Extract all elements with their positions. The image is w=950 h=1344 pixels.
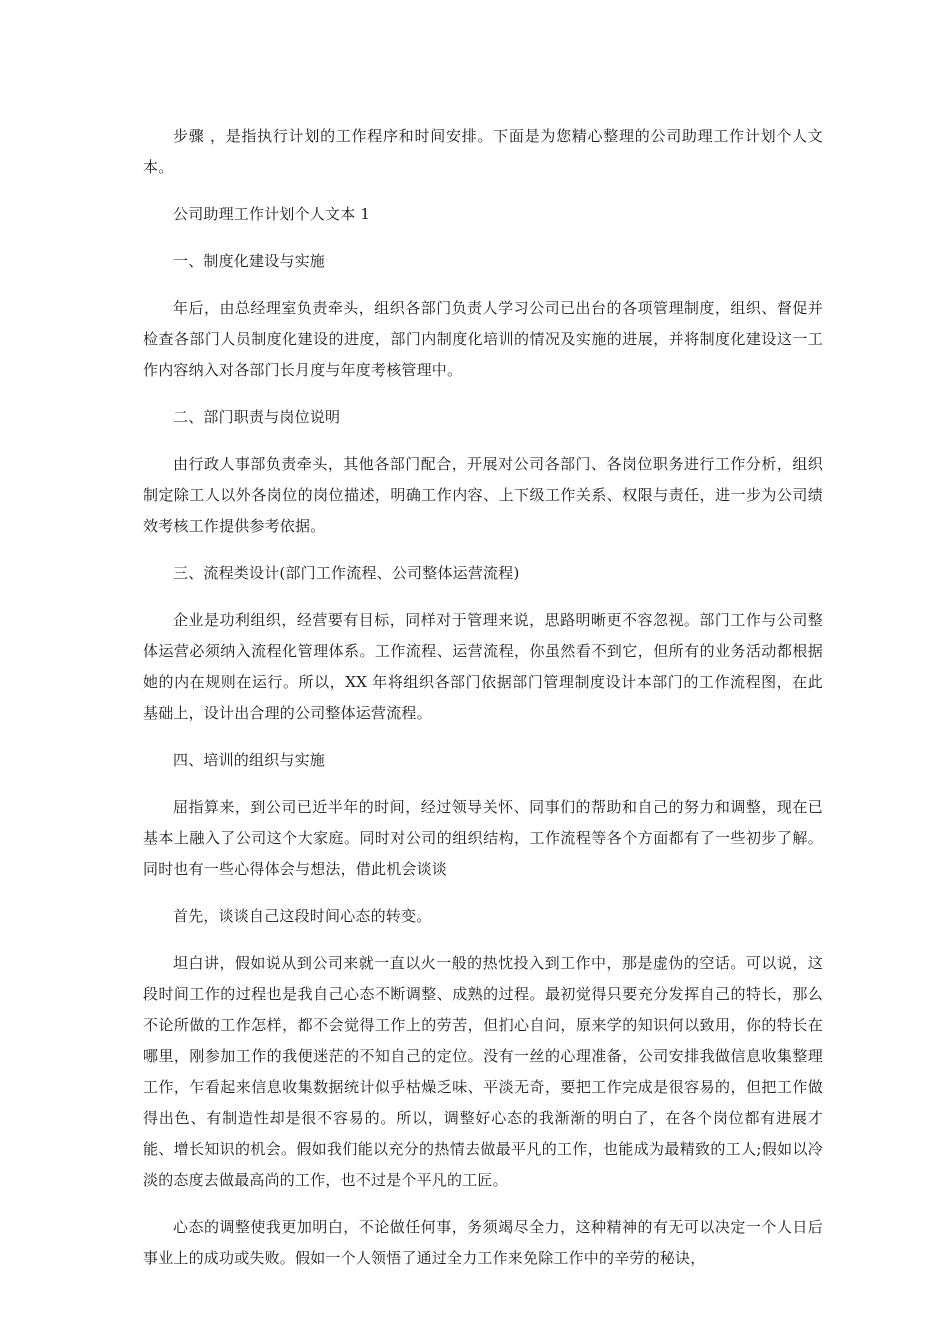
intro-paragraph: 步骤 ，是指执行计划的工作程序和时间安排。下面是为您精心整理的公司助理工作计划个人文本。 bbox=[143, 127, 823, 176]
section-body: 由行政人事部负责牵头，其他各部门配合，开展对公司各部门、各岗位职务进行工作分析，组织制定除工人以外各岗位的岗位描述，明确工作内容、上下级工作关系、权限与责任，进一步为公司绩效考核工作提供参考依据。 bbox=[143, 455, 823, 535]
body-paragraph: 首先，谈谈自己这段时间心态的转变。 bbox=[173, 907, 432, 925]
section-heading: 三、流程类设计(部门工作流程、公司整体运营流程) bbox=[173, 564, 520, 582]
section-heading: 四、培训的组织与实施 bbox=[173, 751, 326, 769]
section-body: 企业是功利组织，经营要有目标，同样对于管理来说，思路明晰更不容忽视。部门工作与公司整体运营必须纳入流程化管理体系。工作流程、运营流程，你虽然看不到它，但所有的业务活动都根据她的内在规则在运行。所以，XX 年将组织各部门依据部门管理制度设计本部门的工作流程图，在此基础上，设计出合理的公司整体运营流程。 bbox=[143, 611, 823, 722]
document-title: 公司助理工作计划个人文本 1 bbox=[173, 205, 371, 223]
body-paragraph: 心态的调整使我更加明白，不论做任何事，务须竭尽全力，这种精神的有无可以决定一个人日后事业上的成功或失败。假如一个人领悟了通过全力工作来免除工作中的辛劳的秘诀， bbox=[143, 1218, 823, 1267]
section-body: 屈指算来，到公司已近半年的时间，经过领导关怀、同事们的帮助和自己的努力和调整，现在已基本上融入了公司这个大家庭。同时对公司的组织结构，工作流程等各个方面都有了一些初步了解。同时也有一些心得体会与想法，借此机会谈谈 bbox=[143, 798, 823, 878]
section-body: 年后，由总经理室负责牵头，组织各部门负责人学习公司已出台的各项管理制度，组织、督促并检查各部门人员制度化建设的进度，部门内制度化培训的情况及实施的进展，并将制度化建设这一工作内容纳入对各部门长月度与年度考核管理中。 bbox=[143, 299, 823, 379]
section-heading: 二、部门职责与岗位说明 bbox=[173, 408, 341, 426]
body-paragraph: 坦白讲，假如说从到公司来就一直以火一般的热忱投入到工作中，那是虚伪的空话。可以说，这段时间工作的过程也是我自己心态不断调整、成熟的过程。最初觉得只要充分发挥自己的特长，那么不论所做的工作怎样，都不会觉得工作上的劳苦，但扪心自问，原来学的知识何以致用，你的特长在哪里，刚参加工作的我便迷茫的不知自己的定位。没有一丝的心理准备，公司安排我做信息收集整理工作，乍看起来信息收集数据统计似乎枯燥乏味、平淡无奇，要把工作完成是很容易的，但把工作做得出色、有制造性却是很不容易的。所以，调整好心态的我渐渐的明白了，在各个岗位都有进展才能、增长知识的机会。假如我们能以充分的热情去做最平凡的工作，也能成为最精致的工人;假如以冷淡的态度去做最高尚的工作，也不过是个平凡的工匠。 bbox=[143, 954, 823, 1189]
section-heading: 一、制度化建设与实施 bbox=[173, 252, 326, 270]
document-page bbox=[143, 121, 823, 1290]
